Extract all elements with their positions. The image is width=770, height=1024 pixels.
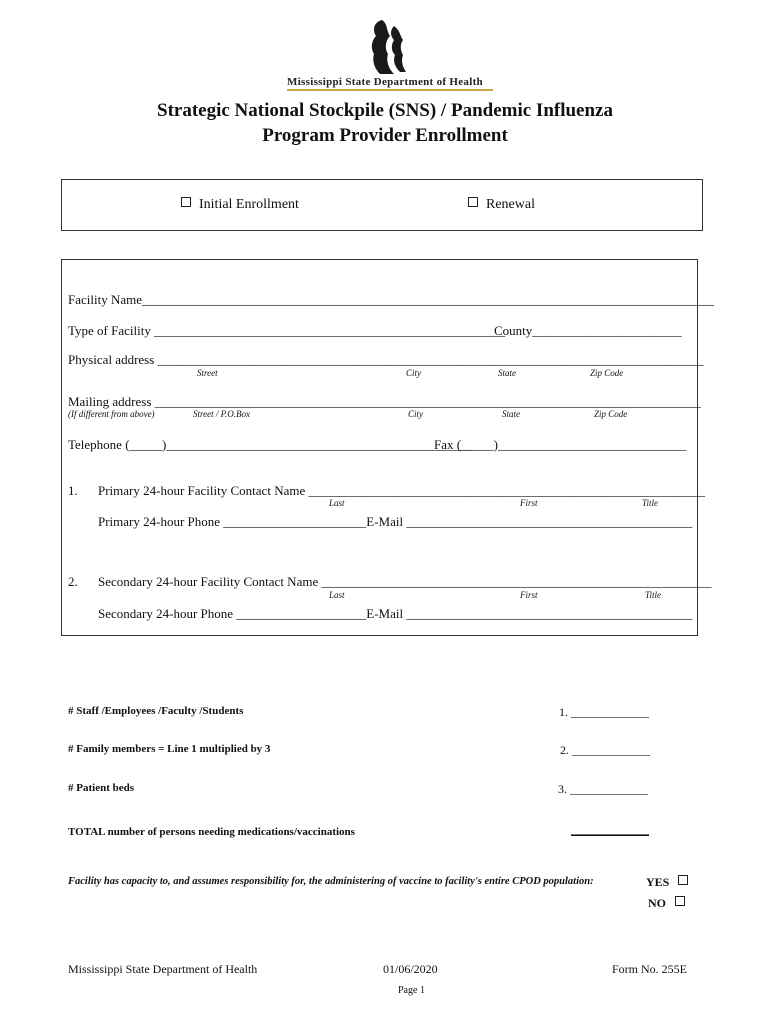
county-field[interactable]: County_______________________ xyxy=(494,323,682,338)
capacity-no-option[interactable] xyxy=(648,896,685,911)
mailing-city-label: City xyxy=(408,409,423,419)
capacity-statement: Facility has capacity to, and assumes responsibility for, the administering of vaccine to facility's entire CPOD population: xyxy=(68,876,594,887)
renewal-checkbox[interactable] xyxy=(468,197,478,207)
secondary-first-label: First xyxy=(520,590,538,600)
mailing-state-label: State xyxy=(502,409,520,419)
agency-underline xyxy=(287,89,493,91)
initial-enrollment-checkbox[interactable] xyxy=(181,197,191,207)
msdh-logo-icon xyxy=(360,18,420,80)
enrollment-type-box xyxy=(61,179,703,231)
capacity-yes-label: YES xyxy=(646,875,670,889)
primary-last-label: Last xyxy=(329,498,345,508)
total-label: TOTAL number of persons needing medications/vaccinations xyxy=(68,826,355,838)
renewal-option[interactable] xyxy=(468,197,535,213)
patient-beds-label: # Patient beds xyxy=(68,782,134,794)
capacity-no-label: NO xyxy=(648,896,666,910)
mailing-note-label: (If different from above) xyxy=(68,409,155,419)
footer-form-number: Form No. 255E xyxy=(612,962,687,976)
secondary-phone-email-field[interactable]: Secondary 24-hour Phone ____________________E-Mail ____________________________________________ xyxy=(98,606,693,621)
physical-address-field[interactable]: Physical address ____________________________________________________________________________________ xyxy=(68,352,704,367)
secondary-title-label: Title xyxy=(645,590,662,600)
primary-title-label: Title xyxy=(642,498,659,508)
total-field[interactable]: _____________ xyxy=(571,822,649,836)
family-count-field[interactable]: 2. _____________ xyxy=(560,743,650,757)
physical-street-label: Street xyxy=(197,368,218,378)
secondary-last-label: Last xyxy=(329,590,345,600)
staff-count-field[interactable]: 1. _____________ xyxy=(559,705,649,719)
mailing-address-field[interactable]: Mailing address ____________________________________________________________________________________ xyxy=(68,394,701,409)
form-title-line2: Program Provider Enrollment xyxy=(262,125,508,146)
patient-beds-field[interactable]: 3. _____________ xyxy=(558,782,648,796)
primary-contact-name-field[interactable]: Primary 24-hour Facility Contact Name _____________________________________________________________ xyxy=(98,483,705,498)
telephone-field[interactable]: Telephone (_____)_______________________________________________ xyxy=(68,437,472,452)
physical-zip-label: Zip Code xyxy=(590,368,624,378)
footer-date: 01/06/2020 xyxy=(383,962,438,976)
agency-name: Mississippi State Department of Health xyxy=(287,76,483,88)
facility-name-field[interactable]: Facility Name________________________________________________________________________________________ xyxy=(68,292,715,307)
page-number: Page 1 xyxy=(398,985,425,996)
physical-city-label: City xyxy=(406,368,421,378)
form-title-line1: Strategic National Stockpile (SNS) / Pandemic Influenza xyxy=(157,100,613,121)
capacity-yes-checkbox[interactable] xyxy=(678,875,688,885)
secondary-contact-number: 2. xyxy=(68,574,78,589)
primary-phone-email-field[interactable]: Primary 24-hour Phone ______________________E-Mail ____________________________________________ xyxy=(98,514,693,529)
primary-contact-number: 1. xyxy=(68,483,78,498)
initial-enrollment-label: Initial Enrollment xyxy=(199,197,299,212)
mailing-street-label: Street / P.O.Box xyxy=(193,409,250,419)
capacity-no-checkbox[interactable] xyxy=(675,896,685,906)
renewal-label: Renewal xyxy=(486,197,535,212)
mailing-zip-label: Zip Code xyxy=(594,409,628,419)
capacity-yes-option[interactable] xyxy=(646,875,688,890)
family-count-label: # Family members = Line 1 multiplied by 3 xyxy=(68,743,271,755)
facility-type-field[interactable]: Type of Facility ______________________________________________________ xyxy=(68,323,506,338)
physical-state-label: State xyxy=(498,368,516,378)
staff-count-label: # Staff /Employees /Faculty /Students xyxy=(68,705,244,717)
primary-first-label: First xyxy=(520,498,538,508)
fax-field[interactable]: Fax (_____)_____________________________ xyxy=(434,437,687,452)
secondary-contact-name-field[interactable]: Secondary 24-hour Facility Contact Name ____________________________________________________________ xyxy=(98,574,712,589)
initial-enrollment-option[interactable] xyxy=(181,197,299,213)
footer-org: Mississippi State Department of Health xyxy=(68,962,258,976)
